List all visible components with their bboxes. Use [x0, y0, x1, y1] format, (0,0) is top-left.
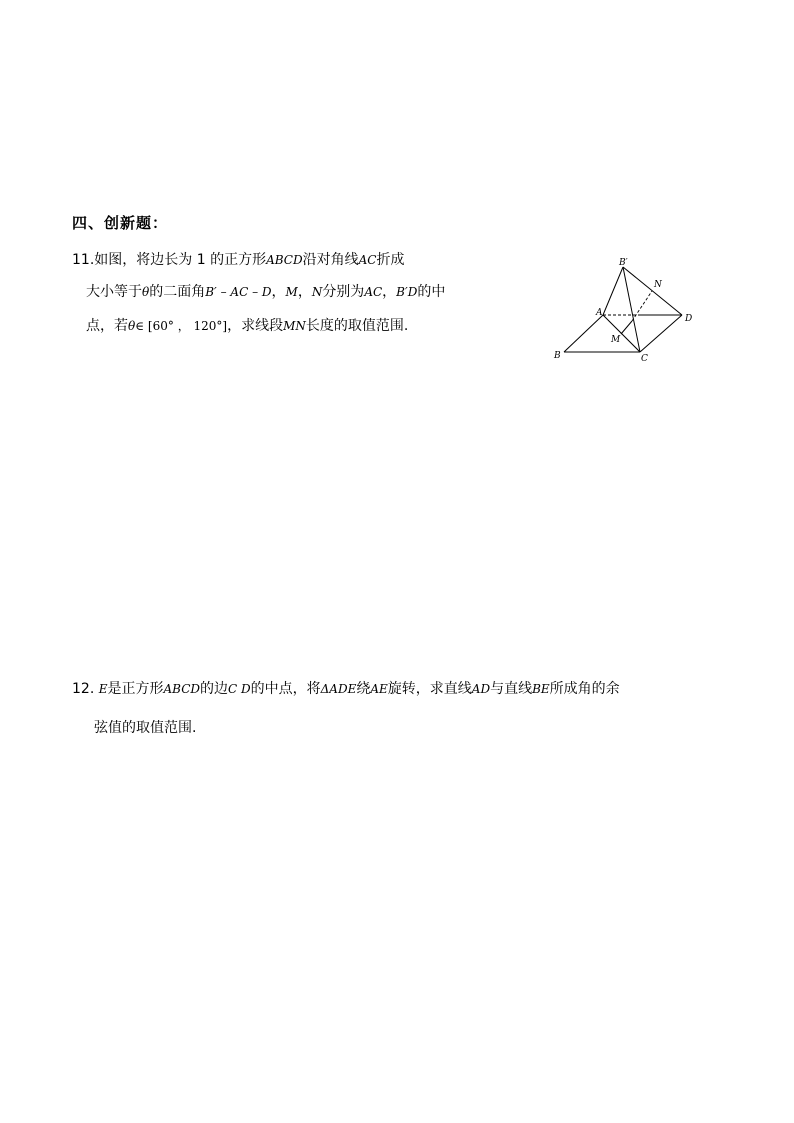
q11-text: 分别为	[322, 284, 365, 300]
q11-text: 长度的取值范围.	[305, 318, 409, 334]
q12-line-1	[72, 679, 620, 699]
q12-text: 绕	[356, 681, 371, 697]
q12-text: 所成角的余	[549, 681, 620, 697]
q11-text: 如图，将边长为 1 的正方形	[94, 252, 267, 268]
label-b: B	[554, 351, 561, 361]
q12-line-2: 弦值的取值范围.	[94, 720, 197, 736]
section-title: 四、创新题：	[72, 214, 169, 232]
q11-math: MN	[283, 319, 306, 333]
q11-math: ABCD	[266, 253, 303, 267]
q11-math: θ	[128, 319, 136, 333]
q11-text: ，	[297, 284, 312, 300]
edge-bp-d	[623, 267, 682, 315]
q11-line-2	[86, 282, 445, 302]
label-d: D	[685, 314, 693, 324]
q12-math: C D	[228, 682, 251, 696]
edge-bp-a	[603, 267, 623, 315]
q12-math: AE	[370, 682, 388, 696]
q11-math: N	[311, 285, 323, 299]
q11-math: AC	[364, 285, 383, 299]
edge-c-d	[640, 315, 682, 352]
q12-math: ABCD	[163, 682, 200, 696]
label-c: C	[641, 354, 648, 364]
edge-bp-c	[623, 267, 640, 352]
q11-math-interval: ∈ [60° ， 120°]	[135, 319, 228, 333]
q12-math: ΔADE	[320, 682, 357, 696]
q12-text: 的边	[200, 681, 228, 697]
q11-text: 沿对角线	[302, 252, 359, 268]
q12-text: 与直线	[490, 681, 533, 697]
q12-text: 旋转，求直线	[387, 681, 472, 697]
q11-text: 的中	[417, 284, 446, 300]
geometry-figure	[548, 252, 718, 370]
q11-text: 的二面角	[149, 284, 206, 300]
q11-math: θ	[142, 285, 150, 299]
q11-line-1	[72, 250, 404, 270]
q11-text: ，求线段	[227, 318, 284, 334]
q12-number: 12.	[72, 681, 95, 697]
q11-text: ，	[382, 284, 397, 300]
q12-text: 是正方形	[107, 681, 164, 697]
label-m: M	[611, 335, 621, 345]
q12-text: 的中点，将	[250, 681, 321, 697]
q11-line-3	[86, 316, 408, 336]
q11-number: 11.	[72, 252, 95, 268]
label-n: N	[654, 280, 662, 290]
q11-math: AC	[358, 253, 377, 267]
q12-math: BE	[532, 682, 550, 696]
segment-m-n-hidden	[632, 291, 652, 321]
q11-math: M	[285, 285, 298, 299]
label-a: A	[596, 308, 603, 318]
q11-math: B′ – AC – D	[205, 285, 272, 299]
segment-m-n-solid	[621, 321, 632, 334]
q11-text: ，	[271, 284, 286, 300]
q12-math: E	[98, 682, 108, 696]
q11-text: 点，若	[86, 318, 128, 334]
q11-text: 大小等于	[86, 284, 142, 300]
folded-square-diagram	[548, 252, 718, 370]
q12-math: AD	[471, 682, 491, 696]
edge-b-a	[564, 315, 603, 352]
label-b-prime: B′	[619, 258, 628, 268]
q11-math: B′D	[396, 285, 418, 299]
q11-text: 折成	[376, 252, 405, 268]
